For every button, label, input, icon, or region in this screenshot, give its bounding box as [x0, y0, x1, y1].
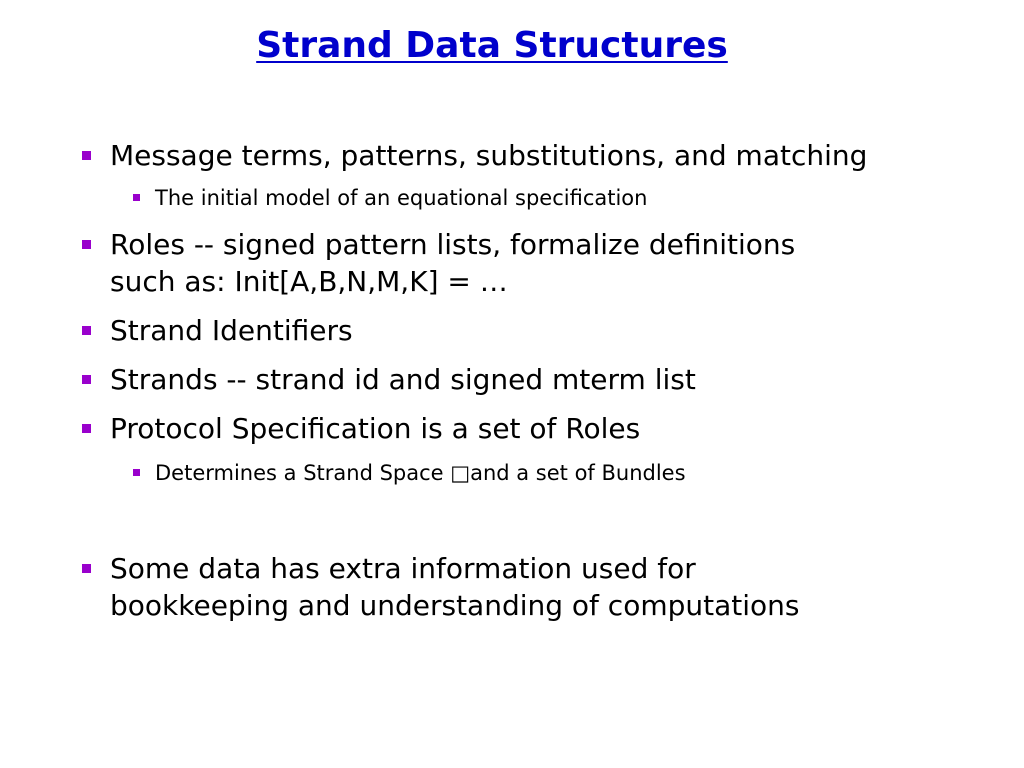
bullet-text: Strand Identifiers [110, 314, 353, 347]
square-bullet-icon [82, 564, 91, 573]
slide-title: Strand Data Structures [256, 25, 728, 66]
bullet-item-strands [110, 361, 990, 398]
bullet-item-strand-identifiers [110, 312, 990, 349]
bullet-text: Protocol Specification is a set of Roles [110, 412, 641, 445]
bullet-text-line-2: such as: Init[A,B,N,M,K] = … [110, 265, 508, 298]
bullet-text: The initial model of an equational specification [155, 186, 648, 210]
square-bullet-icon [82, 326, 91, 335]
bullet-item-protocol-specification [110, 410, 990, 447]
square-bullet-icon [82, 424, 91, 433]
square-bullet-icon [82, 375, 91, 384]
sub-bullet-item-strand-space [155, 459, 995, 487]
square-bullet-icon [133, 469, 140, 476]
square-bullet-icon [82, 151, 91, 160]
sub-bullet-item-initial-model [155, 184, 995, 212]
bullet-text-line-1: Some data has extra information used for [110, 552, 696, 585]
bullet-text: Message terms, patterns, substitutions, and matching [110, 139, 868, 172]
bullet-text: Determines a Strand Space □and a set of Bundles [155, 461, 686, 485]
square-bullet-icon [133, 194, 140, 201]
bullet-item-message-terms [110, 137, 990, 174]
bullet-item-roles [110, 226, 990, 300]
bullet-text-line-2: bookkeeping and understanding of computations [110, 589, 800, 622]
square-bullet-icon [82, 240, 91, 249]
bullet-text: Strands -- strand id and signed mterm list [110, 363, 696, 396]
bullet-item-extra-information [110, 550, 990, 624]
bullet-text-line-1: Roles -- signed pattern lists, formalize definitions [110, 228, 796, 261]
